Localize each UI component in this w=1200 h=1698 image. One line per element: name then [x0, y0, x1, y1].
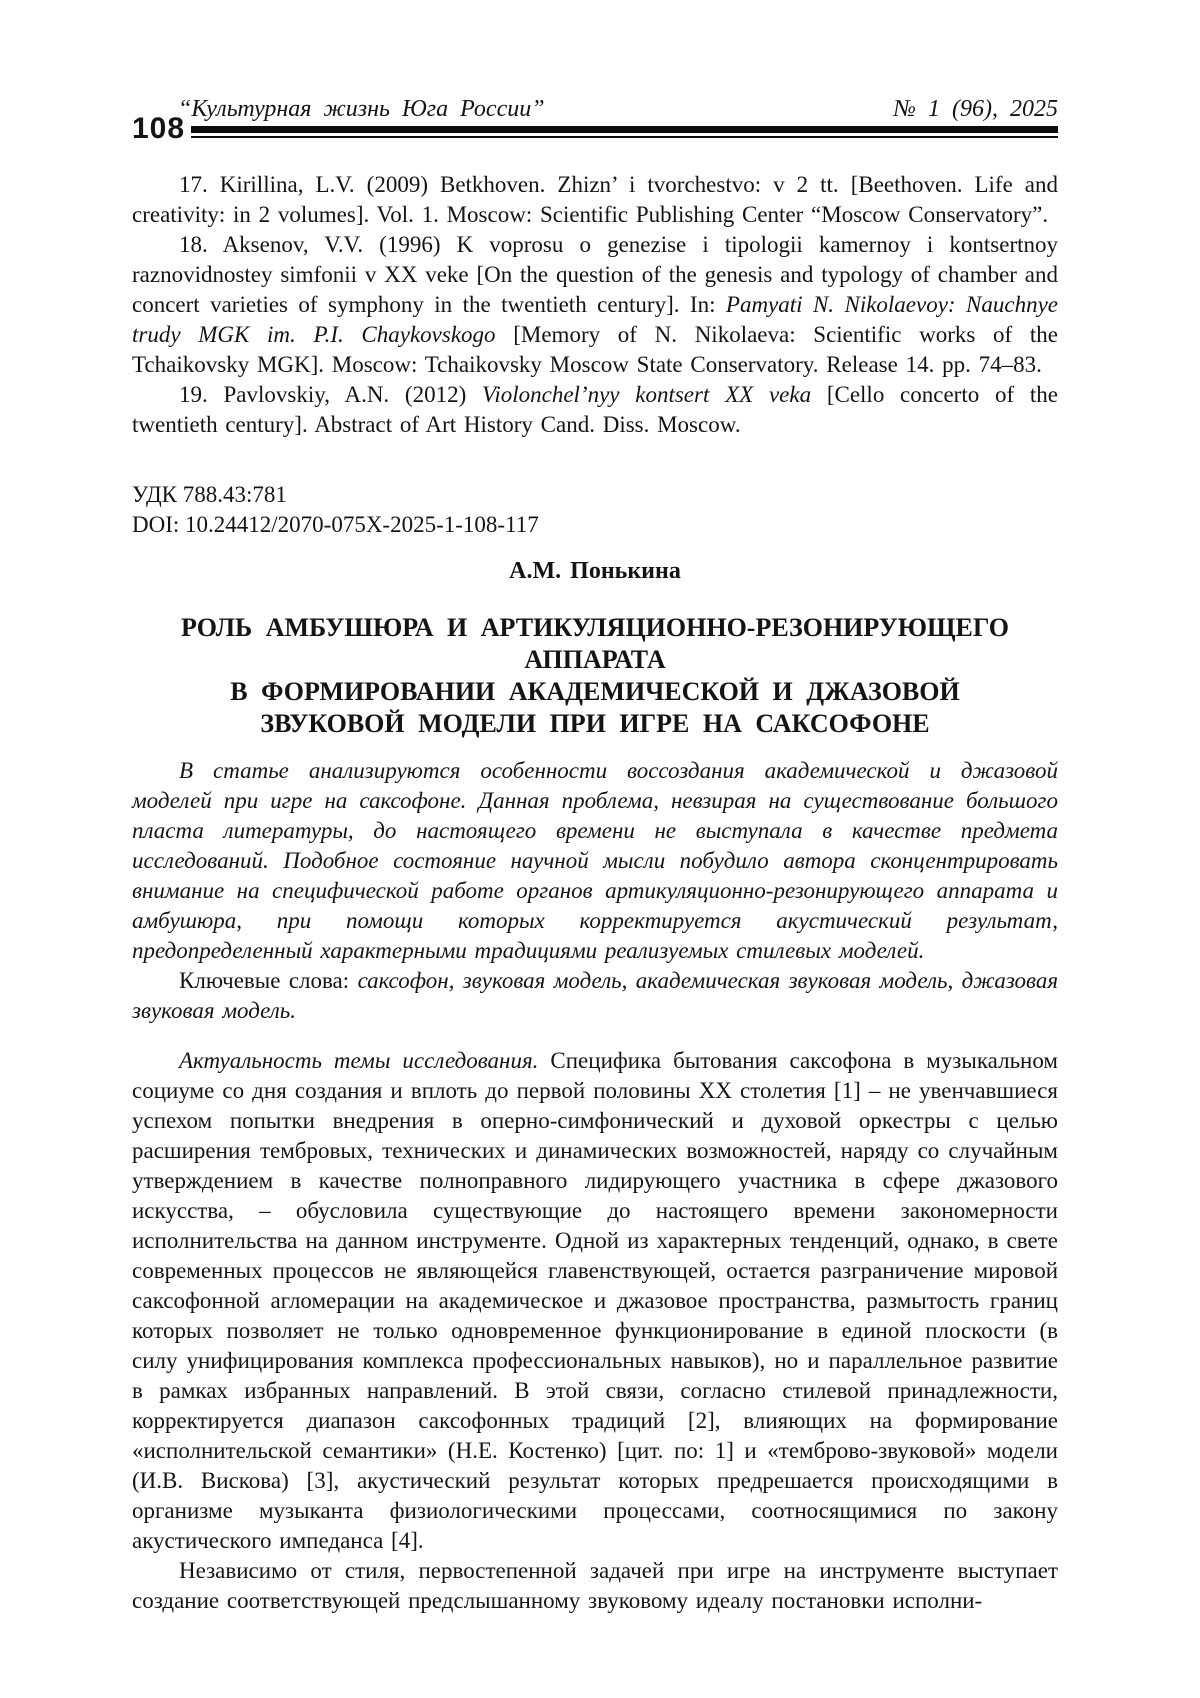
header-rule-row [132, 112, 1058, 145]
reference-run-italic: Violonchel’nyy kontsert XX veka [482, 382, 812, 407]
rule-thin [191, 136, 1058, 138]
journal-title: “Культурная жизнь Юга России” [178, 96, 545, 122]
keywords-list: саксофон, звуковая модель, академическая звуковая модель, джазовая звуковая модель. [132, 968, 1059, 1023]
body-paragraph-1 [132, 1046, 1058, 1556]
abstract-section [132, 756, 1058, 1026]
author-name: А.М. Понькина [509, 558, 681, 584]
body-paragraph-2-text: Независимо от стиля, первостепенной задачей при игре на инструменте выступает создание соответствующей предслышанному звуковому идеалу постановки исполни- [132, 1558, 1058, 1613]
rule-thick [191, 126, 1058, 133]
reference-run: 18. Aksenov, V.V. (1996) K voprosu o genezise i tipologii kamernoy i kontsertnoy raznovidnostey simfonii v XX veke [On the question of the genesis and typology of chamber and concert varieties of symphony in the twentieth century]. In: [132, 232, 1058, 317]
page-number: 108 [132, 112, 186, 145]
article-title-line-2: В ФОРМИРОВАНИИ АКАДЕМИЧЕСКОЙ И ДЖАЗОВОЙ [230, 677, 960, 706]
abstract-text: В статье анализируются особенности воссоздания академической и джазовой моделей при игре на саксофоне. Данная проблема, невзирая на существование большого пласта литературы, до настоящего времени не выступала в качестве предмета исследований. Подобное состояние научной мысли побудило автора сконцентрировать внимание на специфической работе органов артикуляционно-резонирующего аппарата и амбушюра, при помощи которых корректируется акустический результат, предопределенный характерными традициями реализуемых стилевых моделей. [132, 758, 1058, 963]
udc-code: УДК 788.43:781 [132, 482, 287, 507]
header-double-rule [191, 124, 1058, 138]
reference-item-19 [132, 380, 1058, 440]
article-title-line-3: ЗВУКОВОЙ МОДЕЛИ ПРИ ИГРЕ НА САКСОФОНЕ [260, 709, 930, 738]
doi: DOI: 10.24412/2070-075X-2025-1-108-117 [132, 512, 539, 537]
article-title-line-1: РОЛЬ АМБУШЮРА И АРТИКУЛЯЦИОННО-РЕЗОНИРУЮЩЕГО АППАРАТА [181, 613, 1009, 674]
body-paragraph-2 [132, 1556, 1058, 1616]
article-title [132, 612, 1058, 740]
reference-run: [Memory of N. Nikolaeva: Scientific works of the Tchaikovsky MGK]. Moscow: Tchaikovsky Moscow State Conservatory. Release 14. pp. 74–83. [132, 322, 1058, 377]
reference-run: 19. Pavlovskiy, A.N. (2012) [179, 382, 482, 407]
reference-run: [Cello concerto of the twentieth century]. Abstract of Art History Cand. Diss. Moscow. [132, 382, 1058, 437]
reference-run-italic: Pamyati N. Nikolaevoy: Nauchnye trudy MGK im. P.I. Chaykovskogo [132, 292, 1058, 347]
issue-number: № 1 (96), 2025 [893, 96, 1058, 122]
keywords-line [132, 966, 1058, 1026]
reference-item-18 [132, 230, 1058, 380]
running-header [132, 96, 1058, 145]
reference-item-17 [132, 170, 1058, 230]
article-meta [132, 480, 1058, 540]
references-section [132, 170, 1058, 440]
keywords-label: Ключевые слова: [179, 968, 358, 993]
article-body [132, 1046, 1058, 1616]
reference-run: 17. Kirillina, L.V. (2009) Betkhoven. Zhizn’ i tvorchestvo: v 2 tt. [Beethoven. Life and creativity: in 2 volumes]. Vol. 1. Moscow: Scientific Publishing Center “Moscow Conservatory”. [132, 172, 1058, 227]
body-paragraph-1-text: Специфика бытования саксофона в музыкальном социуме со дня создания и вплоть до первой половины XX столетия [1] – не увенчавшиеся успехом попытки внедрения в оперно-симфонический и духовой оркестры с целью расширения тембровых, технических и динамических возможностей, наряду со случайным утверждением в качестве полноправного лидирующего участника в сфере джазового искусства, – обусловила существующие до настоящего времени закономерности исполнительства на данном инструменте. Одной из характерных тенденций, однако, в свете современных процессов не являющейся главенствующей, остается разграничение мировой саксофонной агломерации на академическое и джазовое пространства, размытость границ которых позволяет не только одновременное функционирование в единой плоскости (в силу унифицирования комплекса профессиональных навыков), но и параллельное развитие в рамках избранных направлений. В этой связи, согласно стилевой принадлежности, корректируется диапазон саксофонных традиций [2], влияющих на формирование «исполнительской семантики» (Н.Е. Костенко) [цит. по: 1] и «темброво-звуковой» модели (И.В. Вискова) [3], акустический результат которых предрешается происходящими в организме музыканта физиологическими процессами, соотносящимися по закону акустического импеданса [4]. [132, 1048, 1058, 1553]
body-paragraph-1-lead: Актуальность темы исследования. [179, 1048, 539, 1073]
running-header-text-row [132, 96, 1058, 123]
